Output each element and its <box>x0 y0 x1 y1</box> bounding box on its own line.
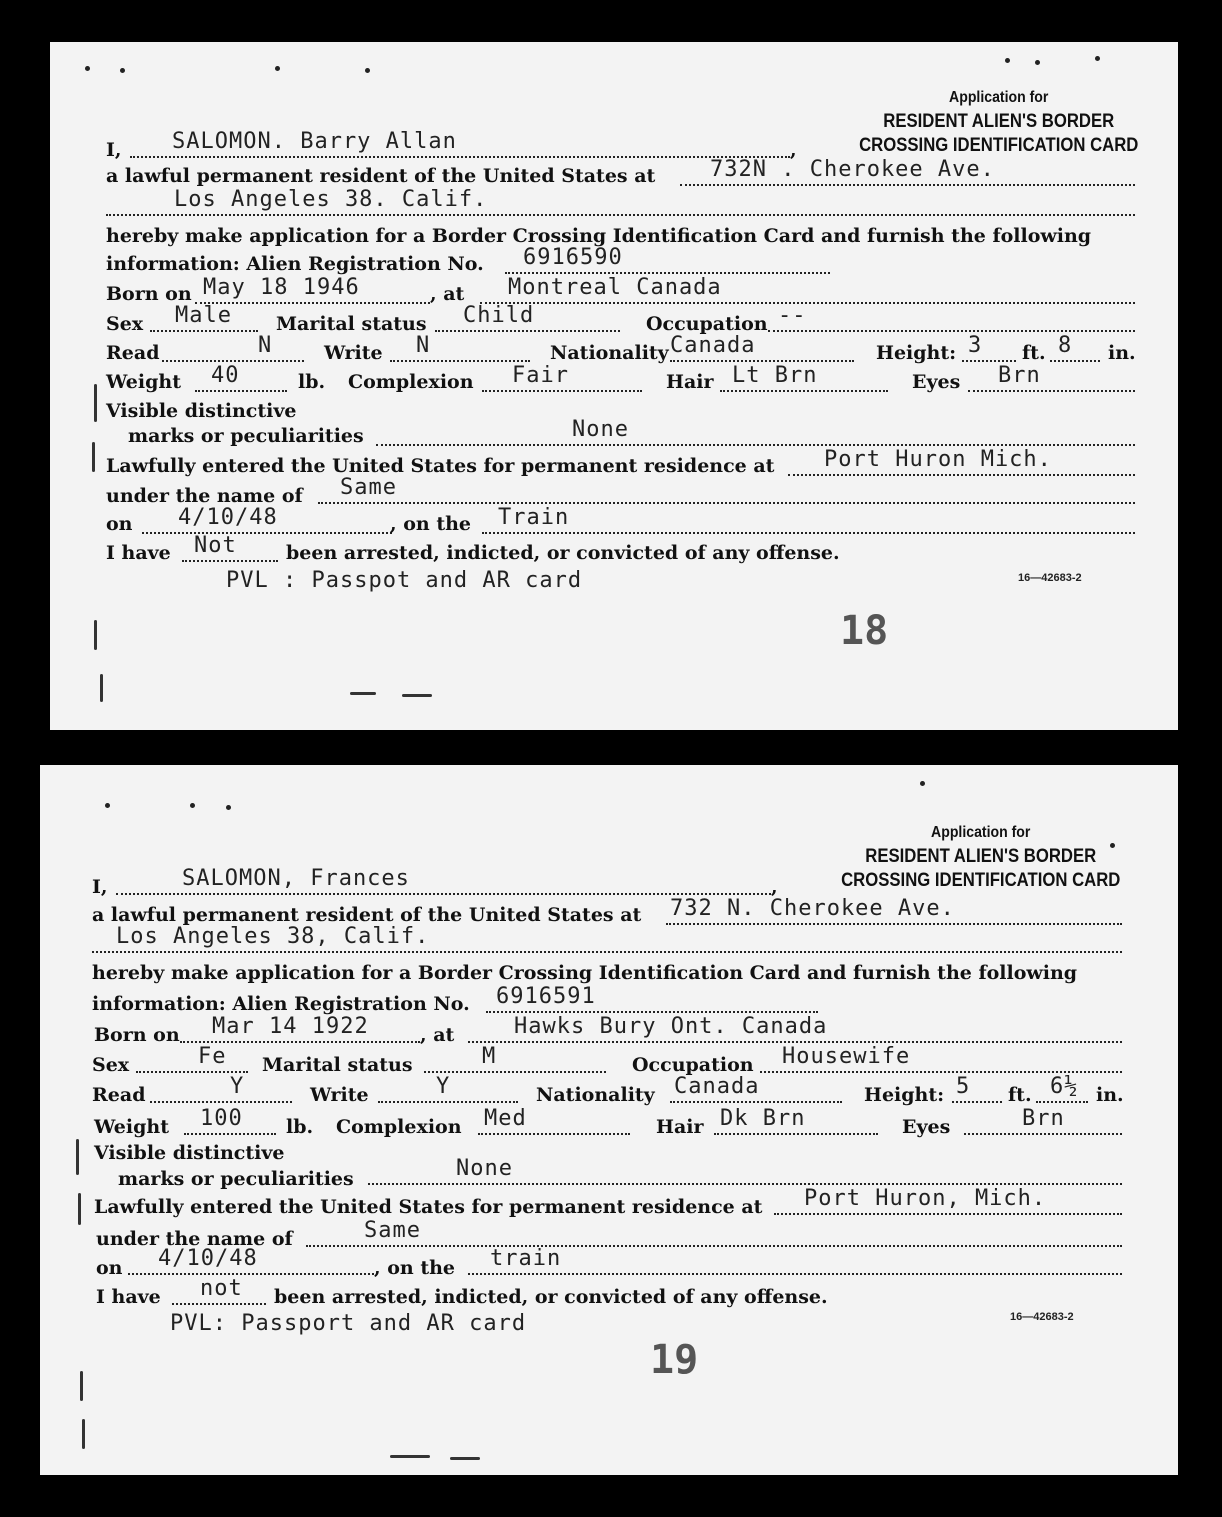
label-read: Read <box>106 342 160 364</box>
label-ft: ft. <box>1022 342 1046 364</box>
label-under-name: under the name of <box>106 485 303 507</box>
comma: , <box>771 876 778 898</box>
address-line-1-field <box>666 896 1122 925</box>
label-sex: Sex <box>92 1054 130 1076</box>
entry-date-field <box>128 1246 374 1275</box>
header-line-3: CROSSING IDENTIFICATION CARD <box>858 135 1138 156</box>
occupation-value: Housewife <box>782 1044 911 1069</box>
eyes-field <box>968 363 1135 392</box>
born-place-value: Montreal Canada <box>508 275 722 300</box>
address-line-2-field <box>92 924 1122 953</box>
punch-mark <box>82 1419 85 1449</box>
under-name-value: Same <box>340 475 397 500</box>
write-field <box>390 333 530 362</box>
marks-field <box>368 1156 1122 1185</box>
born-date-field <box>180 1014 420 1043</box>
speck <box>275 66 280 71</box>
speck <box>226 805 231 810</box>
alien-reg-value: 6916591 <box>496 984 596 1009</box>
label-marital: Marital status <box>276 313 427 335</box>
label-born-on: Born on <box>94 1024 180 1046</box>
application-card-2 <box>40 765 1178 1475</box>
label-height: Height: <box>876 342 957 364</box>
label-in: in. <box>1096 1084 1124 1106</box>
weight-field <box>195 363 287 392</box>
label-weight: Weight <box>106 371 181 393</box>
sex-value: Male <box>175 303 232 328</box>
alien-reg-value: 6916590 <box>523 245 623 270</box>
label-in: in. <box>1108 342 1136 364</box>
marks-field <box>376 417 1135 446</box>
entry-date-field <box>142 505 392 534</box>
occupation-field <box>760 1044 1122 1073</box>
name-value: SALOMON, Frances <box>182 866 410 891</box>
address-line-2-value: Los Angeles 38, Calif. <box>116 924 430 949</box>
height-in-field <box>1036 1074 1088 1103</box>
sex-field <box>150 303 258 332</box>
write-value: Y <box>436 1074 451 1099</box>
height-ft-value: 5 <box>956 1074 971 1099</box>
form-header <box>841 821 1120 893</box>
nationality-value: Canada <box>674 1074 760 1099</box>
entry-date-value: 4/10/48 <box>158 1246 258 1271</box>
under-name-field <box>318 475 1135 504</box>
hair-value: Lt Brn <box>732 363 818 388</box>
label-height: Height: <box>864 1084 945 1106</box>
label-i-have: I have <box>96 1286 161 1308</box>
conveyance-value: Train <box>498 505 570 530</box>
label-i-have: I have <box>106 542 171 564</box>
marital-value: Child <box>463 303 535 328</box>
speck <box>85 66 90 71</box>
born-date-value: Mar 14 1922 <box>212 1014 369 1039</box>
label-hereby: hereby make application for a Border Crossing Identification Card and furnish the following <box>106 225 1092 247</box>
born-place-field <box>468 1014 1122 1043</box>
label-arrested: been arrested, indicted, or convicted of any offense. <box>286 542 840 564</box>
punch-mark <box>94 620 97 650</box>
header-line-2: RESIDENT ALIEN'S BORDER <box>864 846 1096 867</box>
label-born-on: Born on <box>106 283 192 305</box>
speck <box>1005 58 1010 63</box>
label-residence: a lawful permanent resident of the United States at <box>106 165 656 187</box>
height-ft-field <box>962 333 1016 362</box>
weight-value: 100 <box>200 1106 243 1131</box>
write-value: N <box>416 333 431 358</box>
form-header <box>859 86 1138 158</box>
label-marks: marks or peculiarities <box>128 425 364 447</box>
header-line-3: CROSSING IDENTIFICATION CARD <box>840 870 1120 891</box>
label-hair: Hair <box>656 1116 704 1138</box>
occupation-field <box>768 303 1135 332</box>
read-field <box>150 1074 292 1103</box>
label-i: I, <box>92 876 108 898</box>
label-i: I, <box>106 139 122 161</box>
eyes-value: Brn <box>1022 1106 1065 1131</box>
header-line-2: RESIDENT ALIEN'S BORDER <box>882 111 1114 132</box>
height-ft-field <box>952 1074 1002 1103</box>
pvl-note: PVL: Passport and AR card <box>170 1311 527 1336</box>
speck <box>1035 60 1040 65</box>
born-place-field <box>480 275 1135 304</box>
label-read: Read <box>92 1084 146 1106</box>
sex-value: Fe <box>198 1044 227 1069</box>
height-in-field <box>1050 333 1100 362</box>
label-occupation: Occupation <box>632 1054 754 1076</box>
page-number: 19 <box>650 1337 699 1383</box>
punch-mark <box>76 1139 79 1175</box>
label-write: Write <box>310 1084 369 1106</box>
weight-field <box>184 1106 276 1135</box>
speck <box>920 781 925 786</box>
marks-value: None <box>572 417 629 442</box>
arrested-value: not <box>200 1276 243 1301</box>
label-lb: lb. <box>286 1116 314 1138</box>
label-marks: marks or peculiarities <box>118 1168 354 1190</box>
eyes-value: Brn <box>998 363 1041 388</box>
arrested-field <box>172 1276 266 1305</box>
marital-field <box>435 303 620 332</box>
label-entered: Lawfully entered the United States for permanent residence at <box>94 1196 763 1218</box>
page-number: 18 <box>840 608 889 654</box>
label-weight: Weight <box>94 1116 169 1138</box>
height-ft-value: 3 <box>968 333 983 358</box>
form-number: 16—42683-2 <box>1010 1311 1074 1323</box>
occupation-value: -- <box>778 303 807 328</box>
comma: , <box>790 139 797 161</box>
punch-mark <box>100 674 103 702</box>
height-in-value: 8 <box>1058 333 1073 358</box>
stroke-mark <box>350 692 376 695</box>
weight-value: 40 <box>211 363 240 388</box>
address-line-2-field <box>106 187 1135 216</box>
read-value: Y <box>230 1074 245 1099</box>
pvl-note: PVL : Passpot and AR card <box>226 568 583 593</box>
label-sex: Sex <box>106 313 144 335</box>
label-nationality: Nationality <box>550 342 669 364</box>
under-name-field <box>306 1218 1122 1247</box>
write-field <box>378 1074 518 1103</box>
label-write: Write <box>324 342 383 364</box>
stroke-mark <box>390 1455 430 1458</box>
conveyance-field <box>468 1246 1122 1275</box>
speck <box>1095 56 1100 61</box>
entry-place-field <box>774 1186 1122 1215</box>
entry-place-field <box>788 447 1135 476</box>
label-residence: a lawful permanent resident of the United States at <box>92 904 642 926</box>
label-at: , at <box>430 283 465 305</box>
address-line-1-value: 732 N. Cherokee Ave. <box>670 896 955 921</box>
complexion-value: Fair <box>512 363 569 388</box>
sex-field <box>136 1044 248 1073</box>
hair-value: Dk Brn <box>720 1106 806 1131</box>
punch-mark <box>78 1193 81 1225</box>
label-occupation: Occupation <box>646 313 768 335</box>
label-under-name: under the name of <box>96 1228 293 1250</box>
punch-mark <box>80 1371 83 1401</box>
born-date-field <box>195 275 430 304</box>
label-alien-reg: information: Alien Registration No. <box>106 253 484 275</box>
label-nationality: Nationality <box>536 1084 655 1106</box>
complexion-value: Med <box>484 1106 527 1131</box>
label-eyes: Eyes <box>902 1116 951 1138</box>
label-on-the: , on the <box>390 513 472 535</box>
label-lb: lb. <box>298 371 326 393</box>
complexion-field <box>478 1106 630 1135</box>
speck <box>190 803 195 808</box>
under-name-value: Same <box>364 1218 421 1243</box>
eyes-field <box>964 1106 1122 1135</box>
arrested-field <box>182 533 278 562</box>
address-line-1-field <box>680 157 1135 186</box>
entry-date-value: 4/10/48 <box>178 505 278 530</box>
stroke-mark <box>402 694 432 697</box>
label-visible: Visible distinctive <box>106 400 297 422</box>
speck <box>365 68 370 73</box>
read-field <box>162 333 304 362</box>
label-complexion: Complexion <box>348 371 474 393</box>
label-hair: Hair <box>666 371 714 393</box>
entry-place-value: Port Huron, Mich. <box>804 1186 1047 1211</box>
entry-place-value: Port Huron Mich. <box>824 447 1052 472</box>
label-alien-reg: information: Alien Registration No. <box>92 993 470 1015</box>
label-arrested: been arrested, indicted, or convicted of any offense. <box>274 1286 828 1308</box>
label-eyes: Eyes <box>912 371 961 393</box>
marital-value: M <box>482 1044 497 1069</box>
hair-field <box>714 1106 878 1135</box>
nationality-value: Canada <box>670 333 756 358</box>
conveyance-value: train <box>490 1246 562 1271</box>
label-on-the: , on the <box>374 1257 456 1279</box>
label-ft: ft. <box>1008 1084 1032 1106</box>
form-number: 16—42683-2 <box>1018 572 1082 584</box>
header-line-1: Application for <box>930 824 1031 841</box>
arrested-value: Not <box>194 533 237 558</box>
nationality-field <box>670 1074 842 1103</box>
speck <box>105 803 110 808</box>
label-complexion: Complexion <box>336 1116 462 1138</box>
label-at: , at <box>420 1024 455 1046</box>
label-on: on <box>106 513 133 535</box>
height-in-value: 6½ <box>1050 1074 1079 1099</box>
nationality-field <box>670 333 854 362</box>
label-entered: Lawfully entered the United States for permanent residence at <box>106 455 775 477</box>
read-value: N <box>258 333 273 358</box>
label-visible: Visible distinctive <box>94 1142 285 1164</box>
punch-mark <box>94 384 97 422</box>
label-hereby: hereby make application for a Border Crossing Identification Card and furnish the following <box>92 962 1078 984</box>
label-on: on <box>96 1257 123 1279</box>
born-place-value: Hawks Bury Ont. Canada <box>514 1014 828 1039</box>
address-line-2-value: Los Angeles 38. Calif. <box>174 187 488 212</box>
alien-reg-field <box>505 245 830 274</box>
born-date-value: May 18 1946 <box>203 275 360 300</box>
header-line-1: Application for <box>948 89 1049 106</box>
marks-value: None <box>456 1156 513 1181</box>
conveyance-field <box>482 505 1135 534</box>
stroke-mark <box>450 1457 480 1460</box>
label-marital: Marital status <box>262 1054 413 1076</box>
speck <box>120 68 125 73</box>
punch-mark <box>92 442 95 472</box>
hair-field <box>720 363 888 392</box>
complexion-field <box>482 363 642 392</box>
address-line-1-value: 732N . Cherokee Ave. <box>710 157 995 182</box>
marital-field <box>424 1044 606 1073</box>
name-value: SALOMON. Barry Allan <box>172 129 457 154</box>
name-field <box>130 129 790 158</box>
application-card-1 <box>50 42 1178 730</box>
name-field <box>116 866 771 895</box>
alien-reg-field <box>486 984 818 1013</box>
